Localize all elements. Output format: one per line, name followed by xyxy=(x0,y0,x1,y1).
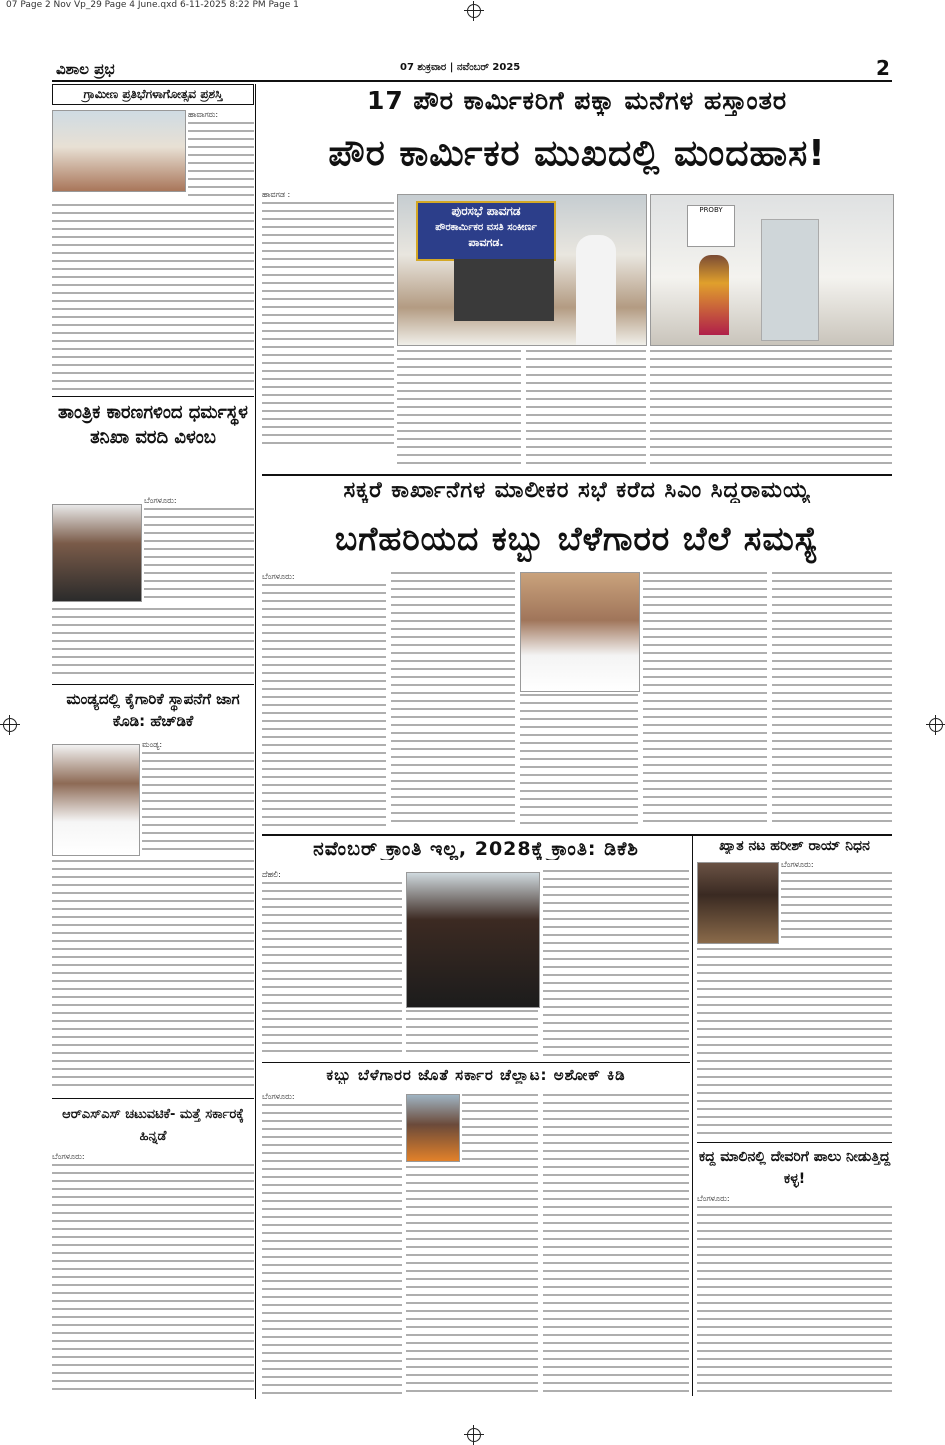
story-body-text xyxy=(772,572,892,828)
story-divider xyxy=(52,684,254,685)
portrait-photo xyxy=(52,744,140,856)
story-divider xyxy=(262,1062,690,1063)
story-body-text xyxy=(52,608,254,678)
story-divider xyxy=(262,474,892,476)
story-body-text xyxy=(543,1094,689,1396)
story-body-text xyxy=(262,202,394,450)
story-lead: ಬೆಂಗಳೂರು: xyxy=(52,1152,85,1161)
actor-photo xyxy=(697,862,779,944)
story-body-text xyxy=(52,860,254,1090)
story-heading: ತಾಂತ್ರಿಕ ಕಾರಣಗಳಿಂದ ಧರ್ಮಸ್ಥಳ ತನಿಖಾ ವರದಿ ವಿಳಂಬ xyxy=(58,402,248,448)
story-body-text xyxy=(188,122,254,202)
registration-mark-icon xyxy=(929,718,943,732)
newspaper-logo: ವಿಶಾಲ ಪ್ರಭ xyxy=(56,60,115,78)
plaque xyxy=(454,259,554,321)
story-body-text xyxy=(262,584,386,828)
dks-photo xyxy=(406,872,540,1008)
registration-mark-icon xyxy=(467,1428,481,1442)
house-sign: PROBY xyxy=(687,205,735,247)
story-body-text xyxy=(697,948,892,1138)
story-divider xyxy=(52,396,254,397)
story-body-text xyxy=(52,204,254,392)
registration-mark-icon xyxy=(3,718,17,732)
page-number: 2 xyxy=(876,56,890,80)
story-kicker: ಸಕ್ಕರೆ ಕಾರ್ಖಾನೆಗಳ ಮಾಲೀಕರ ಸಭೆ ಕರೆದ ಸಿಎಂ ಸಿದ್ದರಾಮಯ್ಯ xyxy=(343,478,811,503)
story-body-text xyxy=(543,870,689,1058)
story-body-text xyxy=(262,882,402,1058)
banner-line: ಪೌರಕಾರ್ಮಿಕರ ವಸತಿ ಸಂಕೀರ್ಣ xyxy=(435,222,537,233)
story-body-text xyxy=(142,752,254,852)
registration-mark-icon xyxy=(467,4,481,18)
story-gramina xyxy=(52,84,254,105)
story-body-text xyxy=(144,508,254,602)
ashok-photo xyxy=(406,1094,460,1162)
banner xyxy=(416,201,556,261)
story-body-text xyxy=(781,872,892,942)
print-slug: 07 Page 2 Nov Vp_29 Page 4 June.qxd 6-11-2025 8:22 PM Page 1 xyxy=(6,0,299,10)
banner-line: ಪಾವಗಡ. xyxy=(468,236,504,249)
story-lead: ಹಾವಾಗರು: xyxy=(188,110,219,119)
column-rule xyxy=(692,836,693,1396)
story-body-text xyxy=(406,1010,538,1058)
story-body-text xyxy=(391,572,515,828)
story-lead: ದೆಹಲಿ: xyxy=(262,870,281,879)
story-heading: ಮಂಡ್ಯದಲ್ಲಿ ಕೈಗಾರಿಕೆ ಸ್ಥಾಪನೆಗೆ ಜಾಗ ಕೊಡಿ: ಹೆಚ್‌ಡಿಕೆ xyxy=(66,690,240,730)
story-divider xyxy=(52,1098,254,1099)
page-headline: ಪೌರ ಕಾರ್ಮಿಕರ ಮುಖದಲ್ಲಿ ಮಂದಹಾಸ! xyxy=(328,133,826,174)
story-lead: ಬೆಂಗಳೂರು: xyxy=(144,496,177,505)
inauguration-photo xyxy=(397,194,647,346)
story-heading: ಕಬ್ಬು ಬೆಳೆಗಾರರ ಜೊತೆ ಸರ್ಕಾರ ಚೆಲ್ಲಾಟ: ಅಶೋಕ್ ಕಿಡಿ xyxy=(326,1066,626,1084)
story-body-text xyxy=(406,1166,538,1396)
story-heading: ಕದ್ದ ಮಾಲಿನಲ್ಲಿ ದೇವರಿಗೆ ಪಾಲು ನೀಡುತ್ತಿದ್ದ ಕಳ್ಳ! xyxy=(698,1149,891,1187)
story-lead: ಮಂಡ್ಯ: xyxy=(142,740,163,749)
portrait-photo xyxy=(52,504,142,602)
masthead-rule xyxy=(52,80,892,82)
story-body-text xyxy=(52,1164,254,1396)
story-lead: ಬೆಂಗಳೂರು: xyxy=(262,1092,295,1101)
story-body-text xyxy=(697,1206,892,1396)
story-body-text xyxy=(643,572,767,828)
house-handover-photo xyxy=(650,194,894,346)
story-lead: ಹಾವಗಡ : xyxy=(262,190,291,199)
story-divider xyxy=(697,1142,892,1143)
story-heading: ಗ್ರಾಮೀಣ ಪ್ರತಿಭೆಗಳಾಗೋತ್ಸವ ಪ್ರಶಸ್ತಿ xyxy=(52,84,254,105)
story-body-text xyxy=(462,1094,538,1160)
page-headline: ಬಗೆಹರಿಯದ ಕಬ್ಬು ಬೆಳೆಗಾರರ ಬೆಲೆ ಸಮಸ್ಯೆ xyxy=(334,519,820,558)
dateline: 07 ಶುಕ್ರವಾರ | ನವೆಂಬರ್ 2025 xyxy=(400,62,521,73)
banner-line: ಪುರಸಭೆ ಪಾವಗಡ xyxy=(451,204,521,218)
story-lead: ಬೆಂಗಳೂರು: xyxy=(262,572,295,581)
story-body-text xyxy=(650,350,892,470)
door xyxy=(761,219,819,341)
story-heading: ನವೆಂಬರ್ ಕ್ರಾಂತಿ ಇಲ್ಲ, 2028ಕ್ಕೆ ಕ್ರಾಂತಿ: ಡಿಕೆಶಿ xyxy=(313,838,639,860)
story-lead: ಬೆಂಗಳೂರು: xyxy=(697,1194,730,1203)
story-kicker: 17 ಪೌರ ಕಾರ್ಮಿಕರಿಗೆ ಪಕ್ಕಾ ಮನೆಗಳ ಹಸ್ತಾಂತರ xyxy=(366,86,788,115)
story-body-text xyxy=(526,350,646,470)
column-rule xyxy=(255,84,256,1399)
story-lead: ಬೆಂಗಳೂರು: xyxy=(781,860,814,869)
story-divider xyxy=(262,834,892,836)
story-body-text xyxy=(520,694,638,828)
woman-figure xyxy=(699,255,729,335)
story-body-text xyxy=(262,1104,402,1396)
story-heading: ಖ್ಯಾತ ನಟ ಹರೀಶ್ ರಾಯ್ ನಿಧನ xyxy=(719,838,870,854)
cm-photo xyxy=(520,572,640,692)
story-heading: ಆರ್‌ಎಸ್‌ಎಸ್ ಚಟುವಟಿಕೆ- ಮತ್ತೆ ಸರ್ಕಾರಕ್ಕೆ ಹಿನ್ನಡೆ xyxy=(62,1107,244,1144)
award-photo xyxy=(52,110,186,192)
person-figure xyxy=(576,235,616,345)
story-body-text xyxy=(397,350,521,470)
